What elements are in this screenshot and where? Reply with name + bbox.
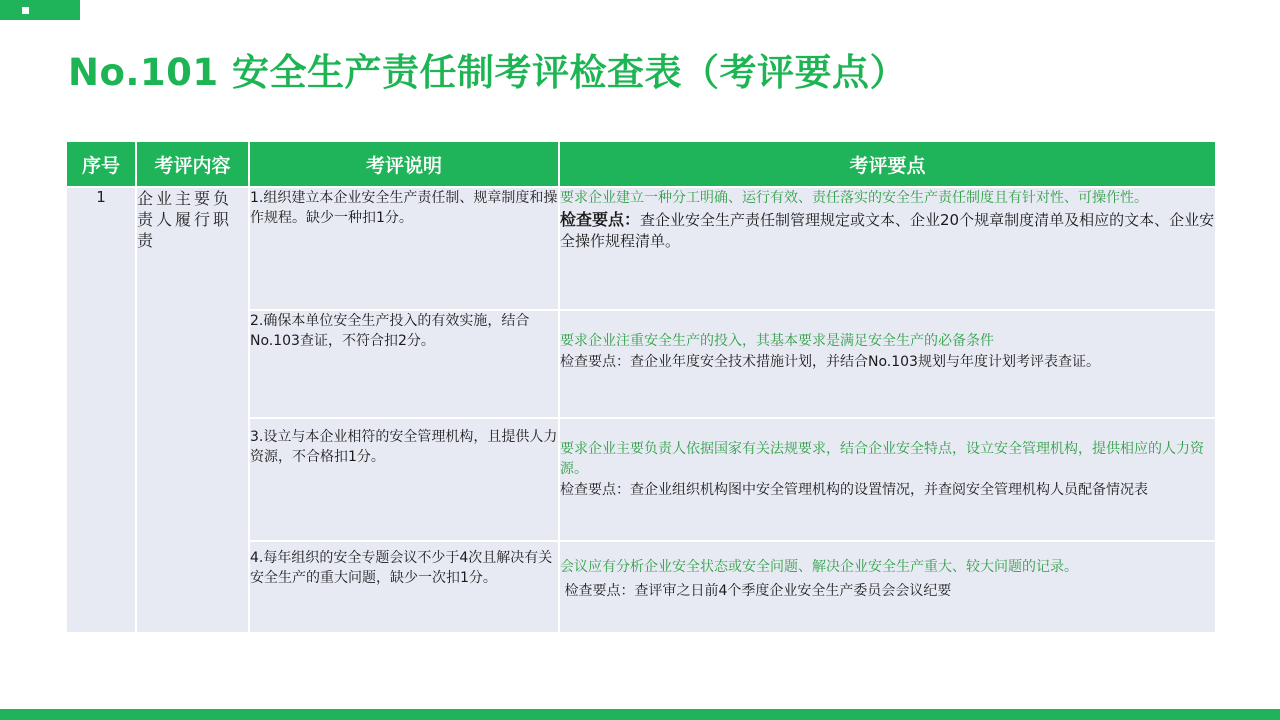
table-header-row <box>66 141 1216 187</box>
top-corner-tab <box>0 0 80 20</box>
header-key-points: 考评要点 <box>559 141 1216 187</box>
key-point-cell <box>559 418 1216 541</box>
page-title: No.101 安全生产责任制考评检查表（考评要点） <box>68 51 908 94</box>
description-cell <box>249 541 559 633</box>
check-points-text: 检查要点：查企业组织机构图中安全管理机构的设置情况，并查阅安全管理机构人员配备情况表 <box>560 482 1148 498</box>
description-text: 4.每年组织的安全专题会议不少于4次且解决有关安全生产的重大问题，缺少一次扣1分。 <box>250 550 553 586</box>
check-points-text: 检查要点：查评审之日前4个季度企业安全生产委员会会议纪要 <box>560 583 952 599</box>
description-cell <box>249 310 559 418</box>
row-number: 1 <box>66 187 136 633</box>
key-point-cell <box>559 187 1216 310</box>
table-row <box>66 187 1216 310</box>
requirement-text: 要求企业主要负责人依据国家有关法规要求，结合企业安全特点，设立安全管理机构，提供相应的人力资源。 <box>560 441 1204 477</box>
requirement-text: 要求企业建立一种分工明确、运行有效、责任落实的安全生产责任制度且有针对性、可操作性。 <box>560 190 1148 206</box>
evaluation-item: 企业主要负责人履行职责 <box>136 187 249 633</box>
description-text: 1.组织建立本企业安全生产责任制、规章制度和操作规程。缺少一种扣1分。 <box>250 190 558 226</box>
requirement-text: 会议应有分析企业安全状态或安全问题、解决企业安全生产重大、较大问题的记录。 <box>560 559 1078 575</box>
header-no: 序号 <box>66 141 136 187</box>
header-content: 考评内容 <box>136 141 249 187</box>
check-points-text <box>560 210 1215 252</box>
check-text: 查企业安全生产责任制管理规定或文本、企业20个规章制度清单及相应的文本、企业安全操作规程清单。 <box>560 211 1215 250</box>
requirement-text: 要求企业注重安全生产的投入，其基本要求是满足安全生产的必备条件 <box>560 333 994 349</box>
description-cell <box>249 418 559 541</box>
header-description: 考评说明 <box>249 141 559 187</box>
description-text: 2.确保本单位安全生产投入的有效实施，结合No.103查证，不符合扣2分。 <box>250 313 530 349</box>
description-cell <box>249 187 559 310</box>
check-label: 检查要点： <box>560 210 641 229</box>
bottom-bar <box>0 709 1280 720</box>
key-point-cell <box>559 541 1216 633</box>
evaluation-table <box>65 140 1217 634</box>
key-point-cell <box>559 310 1216 418</box>
square-icon <box>22 7 29 14</box>
description-text: 3.设立与本企业相符的安全管理机构，且提供人力资源，不合格扣1分。 <box>250 429 558 465</box>
check-points-text: 检查要点：查企业年度安全技术措施计划，并结合No.103规划与年度计划考评表查证。 <box>560 354 1100 370</box>
